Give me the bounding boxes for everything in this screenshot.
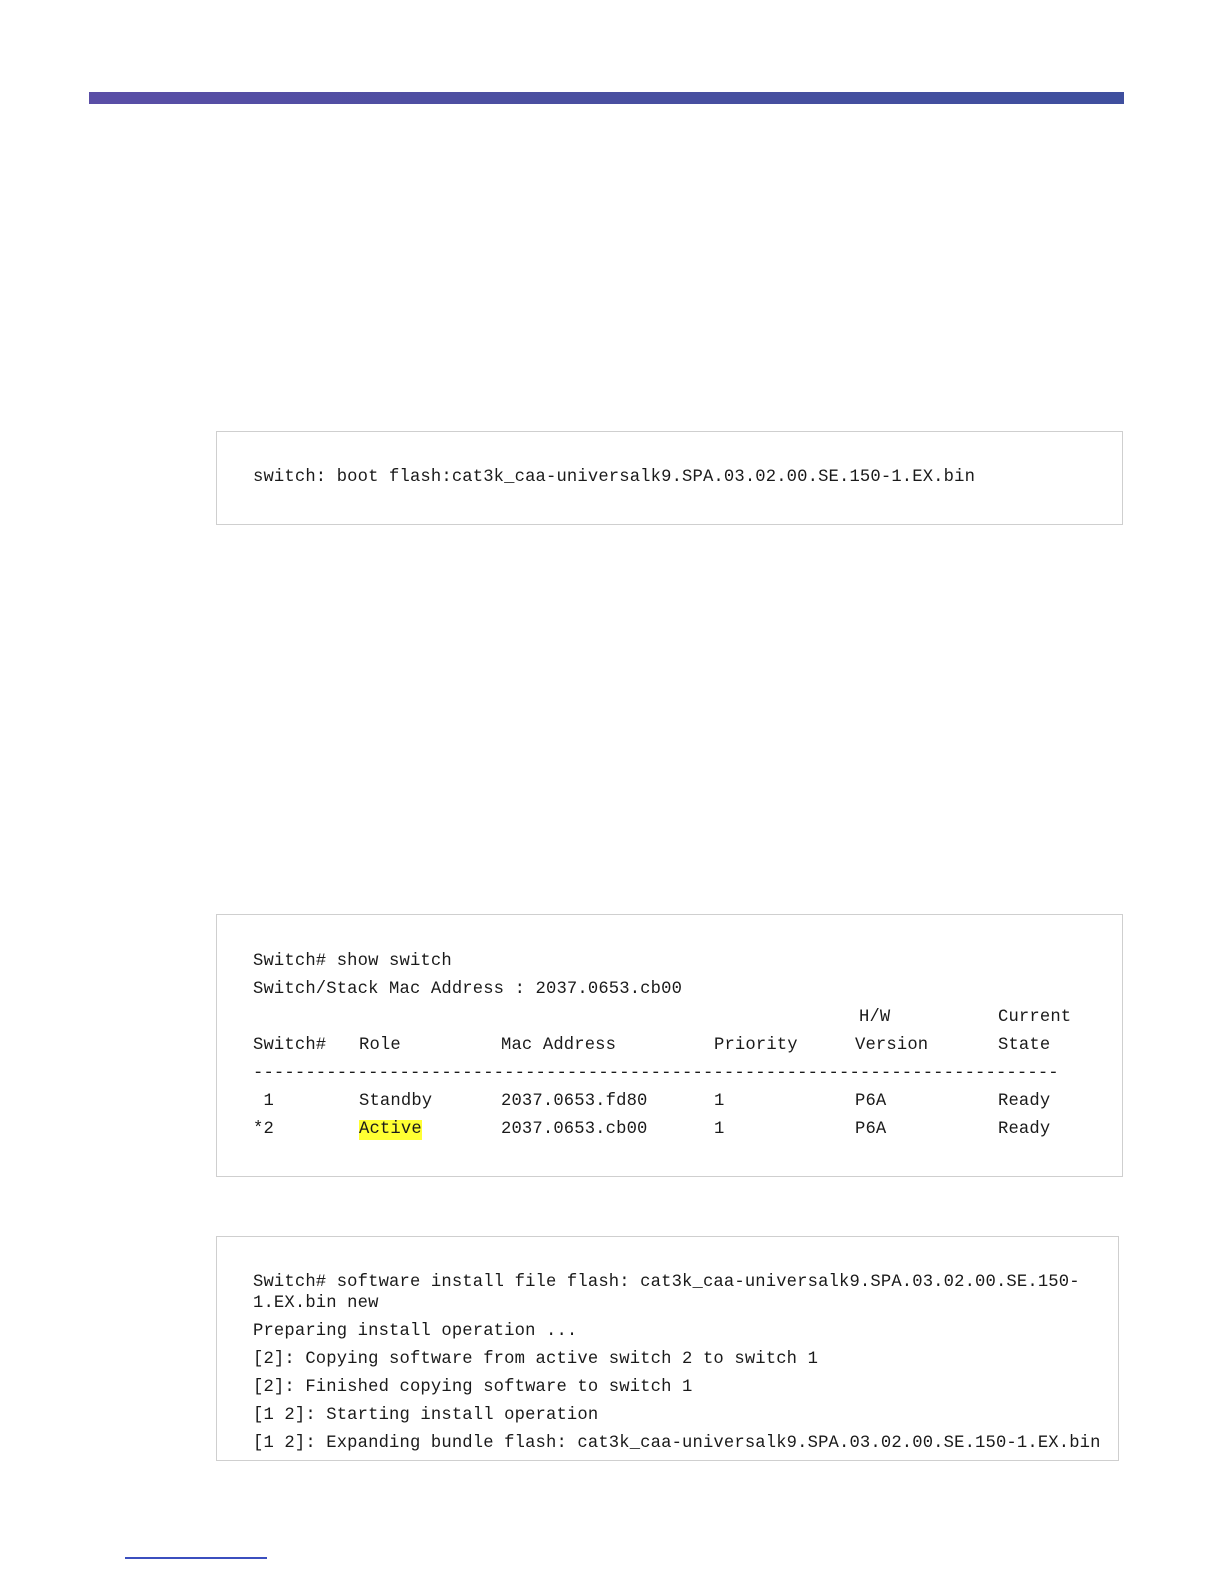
table-divider: ----------------------------------------------------------------------------- (253, 1064, 1059, 1083)
footer-rule (125, 1557, 267, 1559)
row-version: P6A (855, 1120, 887, 1139)
install-output-box (216, 1236, 1119, 1461)
install-line: 1.EX.bin new (253, 1294, 379, 1313)
stack-mac-line: Switch/Stack Mac Address : 2037.0653.cb00 (253, 980, 683, 999)
install-line: [1 2]: Expanding bundle flash: cat3k_caa-universalk9.SPA.03.02.00.SE.150-1.EX.bin (253, 1434, 1101, 1453)
header-current: Current (998, 1008, 1072, 1027)
header-version: Version (855, 1036, 929, 1055)
boot-command-box (216, 431, 1123, 525)
header-mac: Mac Address (501, 1036, 617, 1055)
row-mac: 2037.0653.cb00 (501, 1120, 648, 1139)
header-state: State (998, 1036, 1051, 1055)
row-mac: 2037.0653.fd80 (501, 1092, 648, 1111)
install-line: Preparing install operation ... (253, 1322, 578, 1341)
header-priority: Priority (714, 1036, 798, 1055)
boot-command-line: switch: boot flash:cat3k_caa-universalk9.SPA.03.02.00.SE.150-1.EX.bin (253, 468, 976, 487)
row-state: Ready (998, 1120, 1051, 1139)
header-hw: H/W (859, 1008, 891, 1027)
row-version: P6A (855, 1092, 887, 1111)
install-line: [1 2]: Starting install operation (253, 1406, 599, 1425)
show-switch-box (216, 914, 1123, 1177)
row-switch: *2 (253, 1120, 274, 1139)
install-line: Switch# software install file flash: cat3k_caa-universalk9.SPA.03.02.00.SE.150- (253, 1273, 1080, 1292)
row-role: Standby (359, 1092, 433, 1111)
header-switch: Switch# (253, 1036, 327, 1055)
header-role: Role (359, 1036, 401, 1055)
row-state: Ready (998, 1092, 1051, 1111)
row-priority: 1 (714, 1092, 725, 1111)
row-role-highlighted: Active (359, 1120, 422, 1139)
install-line: [2]: Finished copying software to switch 1 (253, 1378, 693, 1397)
row-switch: 1 (253, 1092, 274, 1111)
show-switch-command: Switch# show switch (253, 952, 452, 971)
row-priority: 1 (714, 1120, 725, 1139)
install-line: [2]: Copying software from active switch 2 to switch 1 (253, 1350, 819, 1369)
header-rule (89, 92, 1124, 104)
